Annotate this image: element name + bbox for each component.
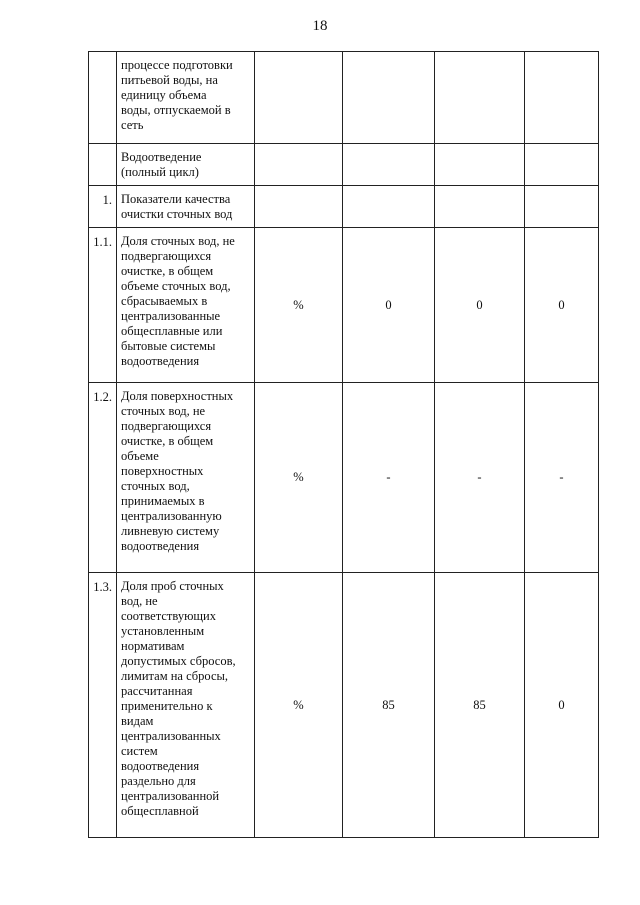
row-number	[89, 52, 117, 144]
value-cell-3-text: 0	[558, 697, 565, 712]
indicator-name-text: процессе подготовки питьевой воды, на единицу объема воды, отпускаемой в сеть	[121, 58, 233, 132]
unit-cell	[255, 383, 343, 573]
row-number	[89, 144, 117, 186]
row-number	[89, 383, 117, 573]
value-cell-1	[343, 186, 435, 228]
value-cell-1	[343, 144, 435, 186]
indicators-table	[88, 51, 599, 838]
value-cell-2	[435, 144, 525, 186]
page-number: 18	[312, 18, 328, 34]
value-cell-2	[435, 52, 525, 144]
table-row	[89, 383, 599, 573]
table-row	[89, 228, 599, 383]
value-cell-3-text: -	[559, 470, 564, 484]
row-number	[89, 186, 117, 228]
unit-cell	[255, 52, 343, 144]
value-cell-2-text: 0	[476, 297, 483, 312]
value-cell-3	[525, 228, 599, 383]
value-cell-1-text: 85	[382, 697, 395, 712]
indicator-name	[117, 186, 255, 228]
value-cell-1	[343, 52, 435, 144]
value-cell-1	[343, 228, 435, 383]
row-number-text: 1.	[102, 193, 112, 207]
indicator-name	[117, 52, 255, 144]
unit-cell	[255, 186, 343, 228]
value-cell-2	[435, 573, 525, 838]
value-cell-3	[525, 573, 599, 838]
table-row	[89, 573, 599, 838]
value-cell-2-text: -	[477, 470, 482, 484]
table-row	[89, 52, 599, 144]
value-cell-3	[525, 186, 599, 228]
table-row	[89, 186, 599, 228]
value-cell-1-text: 0	[385, 297, 392, 312]
value-cell-2-text: 85	[473, 697, 486, 712]
indicator-name-text: Доля поверхностных сточных вод, не подвергающихся очистке, в общем объеме поверхностных сточных вод, принимаемых в централизованную ливневую систему водоотведения	[121, 389, 234, 553]
row-number-text: 1.1.	[93, 235, 112, 249]
indicator-name	[117, 228, 255, 383]
value-cell-2	[435, 383, 525, 573]
unit-cell-text: %	[293, 297, 304, 312]
unit-cell-text: %	[293, 697, 304, 712]
indicator-name-text: Показатели качества очистки сточных вод	[121, 192, 233, 221]
value-cell-1	[343, 383, 435, 573]
unit-cell-text: %	[293, 470, 304, 484]
row-number-text: 1.3.	[93, 580, 112, 594]
value-cell-1-text: -	[386, 470, 391, 484]
row-number	[89, 228, 117, 383]
indicator-name	[117, 573, 255, 838]
unit-cell	[255, 144, 343, 186]
indicator-name-text: Доля проб сточных вод, не соответствующих установленным нормативам допустимых сбросов, лимитам на сбросы, рассчитанная применительно к видам централизованных систем водоотведения раздельно для централизованной общесплавной	[121, 579, 236, 818]
indicator-name	[117, 383, 255, 573]
unit-cell	[255, 228, 343, 383]
unit-cell	[255, 573, 343, 838]
value-cell-3	[525, 144, 599, 186]
value-cell-2	[435, 228, 525, 383]
indicator-name	[117, 144, 255, 186]
value-cell-3-text: 0	[558, 297, 565, 312]
value-cell-1	[343, 573, 435, 838]
value-cell-3	[525, 52, 599, 144]
row-number	[89, 573, 117, 838]
value-cell-2	[435, 186, 525, 228]
indicator-name-text: Доля сточных вод, не подвергающихся очистке, в общем объеме сточных вод, сбрасываемых в централизованные общесплавные или бытовые системы водоотведения	[121, 234, 235, 368]
table-row	[89, 144, 599, 186]
value-cell-3	[525, 383, 599, 573]
indicator-name-text: Водоотведение (полный цикл)	[121, 150, 202, 179]
row-number-text: 1.2.	[93, 390, 112, 404]
